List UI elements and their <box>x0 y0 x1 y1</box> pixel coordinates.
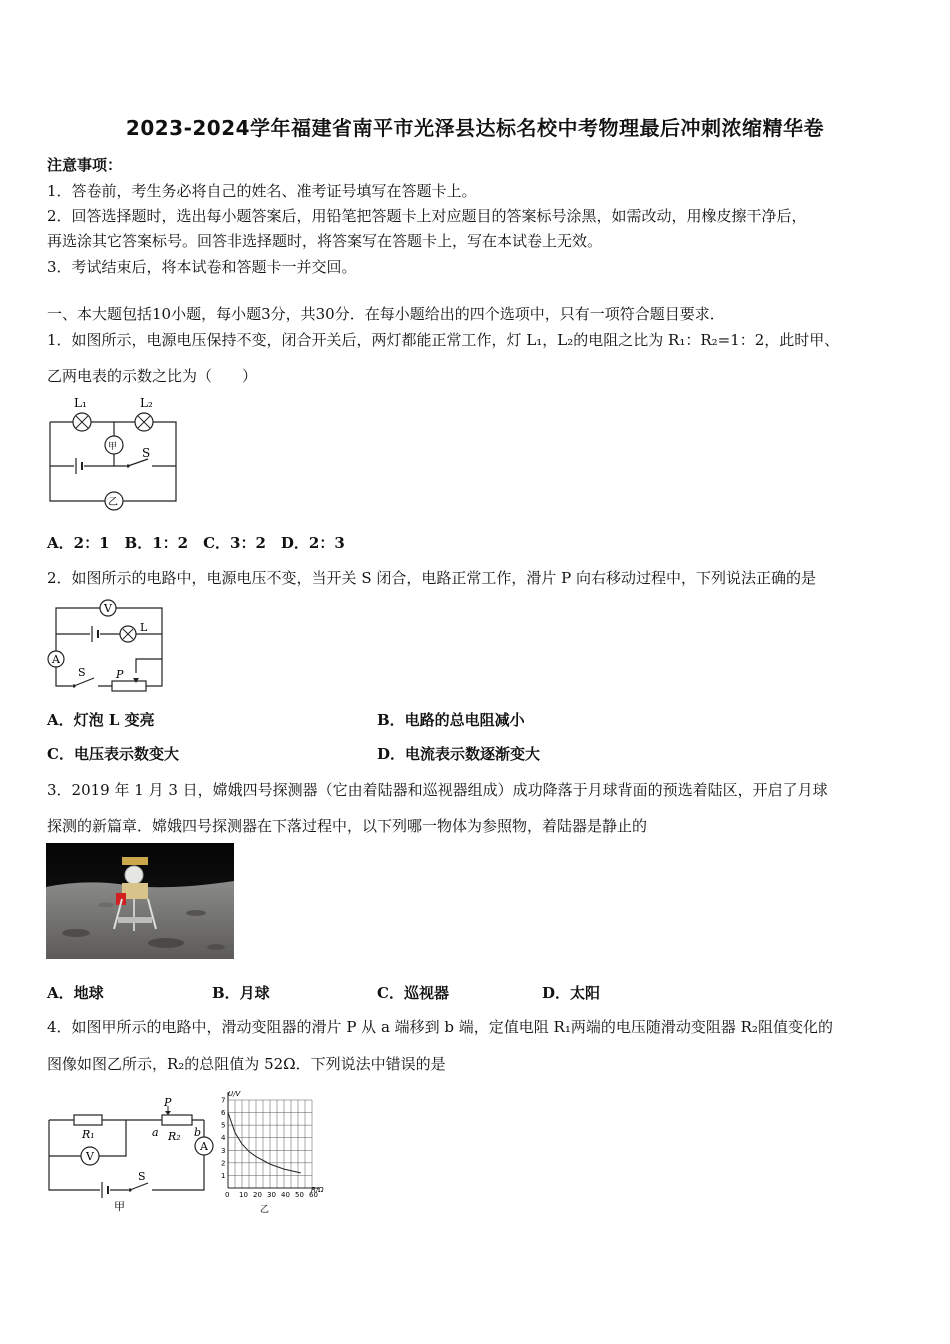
battery-icon <box>74 458 84 474</box>
label-jia: 甲 <box>114 1200 125 1213</box>
q4-stem: 4．如图甲所示的电路中，滑动变阻器的滑片 P 从 a 端移到 b 端，定值电阻 R₁两端的电压随滑动变阻器 R₂阻值变化的 <box>47 1018 833 1036</box>
switch-icon <box>128 1183 152 1194</box>
y-tick-label: 7 <box>221 1096 226 1105</box>
page-title: 2023-2024学年福建省南平市光泽县达标名校中考物理最后冲刺浓缩精华卷 <box>125 116 825 140</box>
lamp-l1-icon <box>73 413 91 431</box>
series-line <box>228 1113 301 1173</box>
label-v: V <box>86 1150 94 1163</box>
notice-heading: 注意事项： <box>47 156 123 174</box>
x-tick-label: 10 <box>239 1191 248 1199</box>
q2-circuit-diagram <box>46 598 176 690</box>
y-tick-label: 5 <box>221 1121 226 1130</box>
q3-option-b: B．月球 <box>212 984 270 1002</box>
x-tick-label: 20 <box>253 1191 262 1199</box>
rheostat-r2-icon <box>162 1115 192 1125</box>
label-l: L <box>140 621 148 634</box>
section-heading: 一、本大题包括10小题，每小题3分，共30分．在每小题给出的四个选项中，只有一项符合题目要求． <box>47 305 725 323</box>
q1-stem: 乙两电表的示数之比为（ ） <box>47 367 258 385</box>
notice-item: 1．答卷前，考生务必将自己的姓名、准考证号填写在答题卡上。 <box>47 182 477 200</box>
q3-stem: 探测的新篇章．嫦娥四号探测器在下落过程中，以下列哪一物体为参照物，着陆器是静止的 <box>47 817 648 835</box>
q3-option-a: A．地球 <box>47 984 104 1002</box>
q3-option-d: D．太阳 <box>542 984 601 1002</box>
label-s: S <box>138 1170 146 1183</box>
resistor-r1-icon <box>74 1115 102 1125</box>
label-b: b <box>194 1126 202 1139</box>
y-tick-label: 1 <box>221 1171 226 1180</box>
label-l2: L₂ <box>140 396 153 410</box>
label-p: P <box>164 1096 172 1109</box>
battery-icon <box>90 626 100 642</box>
x-tick-label: 30 <box>267 1191 276 1199</box>
chart-caption: 乙 <box>260 1205 270 1215</box>
q4-graph <box>212 1086 342 1214</box>
y-tick-label: 3 <box>221 1146 226 1155</box>
switch-icon <box>72 678 98 690</box>
label-yi: 乙 <box>108 497 118 508</box>
lamp-icon <box>120 626 136 642</box>
label-a: A <box>52 653 60 666</box>
moon-lander-photo <box>46 843 234 959</box>
lamp-l2-icon <box>135 413 153 431</box>
x-tick-label: 50 <box>295 1191 304 1199</box>
notice-item: 2．回答选择题时，选出每小题答案后，用铅笔把答题卡上对应题目的答案标号涂黑，如需改动，用橡皮擦干净后， <box>47 207 807 225</box>
battery-icon <box>100 1182 110 1198</box>
y-tick-label: 2 <box>221 1159 226 1168</box>
y-tick-label: 4 <box>221 1134 226 1143</box>
q2-option-b: B．电路的总电阻减小 <box>377 711 525 729</box>
switch-icon <box>126 459 152 471</box>
q1-circuit-diagram <box>46 393 186 508</box>
y-tick-label: 6 <box>221 1109 226 1118</box>
label-amm: A <box>200 1140 208 1153</box>
label-l1: L₁ <box>74 396 87 410</box>
y-axis-label: U/V <box>228 1090 241 1098</box>
q2-option-d: D．电流表示数逐渐变大 <box>377 745 541 763</box>
label-p: P <box>116 668 124 681</box>
x-tick-label: 0 <box>225 1191 230 1199</box>
label-s: S <box>78 666 86 679</box>
label-a: a <box>152 1126 159 1139</box>
q2-option-c: C．电压表示数变大 <box>47 745 179 763</box>
label-r2: R₂ <box>168 1130 181 1143</box>
x-axis-label: R/Ω <box>311 1186 324 1194</box>
q2-option-a: A．灯泡 L 变亮 <box>47 711 155 729</box>
x-tick-label: 60 <box>309 1191 318 1199</box>
notice-item: 3．考试结束后，将本试卷和答题卡一并交回。 <box>47 258 357 276</box>
x-tick-label: 40 <box>281 1191 290 1199</box>
q4-circuit-diagram <box>44 1098 224 1216</box>
q1-stem: 1．如图所示，电源电压保持不变，闭合开关后，两灯都能正常工作，灯 L₁，L₂的电阻之比为 R₁：R₂=1：2，此时甲、 <box>47 331 840 349</box>
q3-option-c: C．巡视器 <box>377 984 449 1002</box>
label-v: V <box>104 602 112 615</box>
notice-item: 再选涂其它答案标号。回答非选择题时，将答案写在答题卡上，写在本试卷上无效。 <box>47 232 603 250</box>
rheostat-icon <box>112 681 146 691</box>
q2-stem: 2．如图所示的电路中，电源电压不变，当开关 S 闭合，电路正常工作，滑片 P 向右移动过程中，下列说法正确的是 <box>47 569 816 587</box>
q4-stem: 图像如图乙所示，R₂的总阻值为 52Ω．下列说法中错误的是 <box>47 1055 446 1073</box>
label-jia: 甲 <box>108 442 118 452</box>
q3-stem: 3．2019 年 1 月 3 日，嫦娥四号探测器（它由着陆器和巡视器组成）成功降落于月球背面的预选着陆区，开启了月球 <box>47 781 828 799</box>
label-s: S <box>142 446 151 460</box>
q1-options: A．2：1 B．1：2 C．3：2 D．2：3 <box>47 534 345 552</box>
label-r1: R₁ <box>82 1128 95 1141</box>
